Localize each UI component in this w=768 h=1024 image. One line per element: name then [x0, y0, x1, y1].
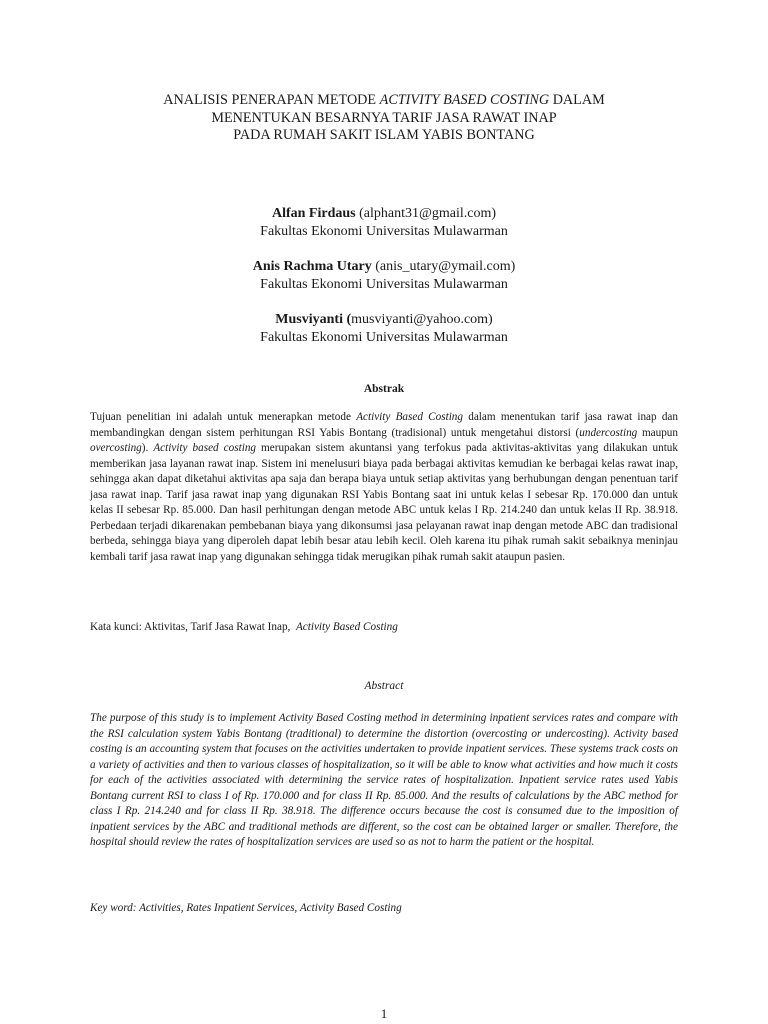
abstrak-italic-3: overcosting	[90, 442, 142, 454]
author-2-affiliation: Fakultas Ekonomi Universitas Mulawarman	[260, 277, 508, 292]
author-3	[90, 311, 678, 347]
abstrak-text-5: merupakan sistem akuntansi yang terfokus pada aktivitas-aktivitas yang dilakukan untuk memberikan jasa layanan rawat inap. Sistem ini menelusuri biaya pada berbagai aktivitas kemudian ke berbagai kelas rawat inap, sehingga akan dapat diketahui aktivitas apa saja dan berapa biaya untuk setiap aktivitas yang berhubungan dengan penentuan tarif jasa rawat inap. Tarif jasa rawat inap yang digunakan RSI Yabis Bontang saat ini untuk kelas I sebesar Rp. 170.000 dan untuk kelas II sebesar Rp. 85.000. Dan hasil perhitungan dengan metode ABC untuk kelas I Rp. 214.240 dan untuk kelas II Rp. 38.918. Perbedaan terjadi dikarenakan pembebanan biaya yang dikonsumsi jasa pelayanan rawat inap dengan metode ABC dan tradisional berbeda, sehingga biaya yang diperoleh dapat lebih besar atau lebih kecil. Oleh karena itu pihak rumah sakit sebaiknya meninjau kembali tarif jasa rawat inap yang digunakan sehingga tidak merugikan pihak rumah sakit ataupun pasien.	[90, 442, 678, 563]
author-1	[90, 205, 678, 241]
abstrak-paragraph	[90, 410, 678, 565]
author-1-name: Alfan Firdaus	[271, 206, 356, 221]
title-line-1-italic: ACTIVITY BASED COSTING	[379, 92, 550, 108]
abstrak-text-1: Tujuan penelitian ini adalah untuk menerapkan metode	[90, 411, 357, 423]
abstrak-italic-4: Activity based costing	[153, 442, 257, 454]
abstrak-text-4: ).	[141, 442, 154, 454]
abstract-heading: Abstract	[364, 680, 404, 692]
kata-kunci-text: Kata kunci: Aktivitas, Tarif Jasa Rawat Inap,	[90, 621, 296, 633]
page-number: 1	[380, 1006, 388, 1021]
title-line-2: MENENTUKAN BESARNYA TARIF JASA RAWAT INAP	[211, 109, 557, 126]
author-3-affiliation: Fakultas Ekonomi Universitas Mulawarman	[260, 330, 508, 345]
title-line-1-post: DALAM	[549, 92, 605, 108]
author-2	[90, 258, 678, 294]
author-list	[90, 205, 678, 364]
title-line-1	[90, 92, 678, 110]
abstract-paragraph: The purpose of this study is to implement Activity Based Costing method in determining inpatient services rates and compare with the RSI calculation system Yabis Bontang (traditional) to determine the distortion (overcosting or undercosting). Activity based costing is an accounting system that focuses on the activities undertaken to provide inpatient services. These systems track costs on a variety of activities and then to various classes of hospitalization, so it will be able to know what activities and how much it costs for each of the activities associated with determining the service rates of hospitalization. Inpatient service rates used Yabis Bontang current RSI to class I of Rp. 170.000 and for class II Rp. 85.000. And the results of calculations by the ABC method for class I Rp. 214.240 and for class II Rp. 38.918. The difference occurs because the cost is consumed due to the imposition of inpatient services by the ABC and traditional methods are different, so the cost can be obtained larger or smaller. Therefore, the hospital should review the rates of hospitalization services are used so as not to harm the patient or the hospital.	[90, 712, 678, 848]
kata-kunci	[90, 620, 678, 635]
author-3-name: Musviyanti (	[275, 312, 352, 327]
key-word: Key word: Activities, Rates Inpatient Services, Activity Based Costing	[90, 902, 402, 914]
abstrak-text-2: dalam menentukan tarif jasa rawat inap dan membandingkan dengan sistem perhitungan RSI Yabis Bontang (tradisional) untuk mengetahui distorsi (	[90, 411, 678, 439]
abstrak-italic-1: Activity Based Costing	[356, 411, 463, 423]
author-1-affiliation: Fakultas Ekonomi Universitas Mulawarman	[260, 224, 508, 239]
kata-kunci-italic: Activity Based Costing	[295, 621, 398, 633]
abstrak-heading: Abstrak	[363, 383, 405, 395]
title-line-3: PADA RUMAH SAKIT ISLAM YABIS BONTANG	[233, 127, 535, 144]
abstrak-italic-2: undercosting	[579, 426, 638, 439]
title-line-1-pre: ANALISIS PENERAPAN METODE	[163, 92, 380, 108]
author-2-name: Anis Rachma Utary	[252, 259, 372, 274]
author-2-email: (anis_utary@ymail.com)	[371, 259, 516, 274]
author-1-email: (alphant31@gmail.com)	[355, 206, 497, 221]
paper-title	[90, 92, 678, 145]
author-3-email: musviyanti@yahoo.com)	[351, 312, 493, 327]
abstrak-text-3: maupun	[637, 426, 678, 439]
